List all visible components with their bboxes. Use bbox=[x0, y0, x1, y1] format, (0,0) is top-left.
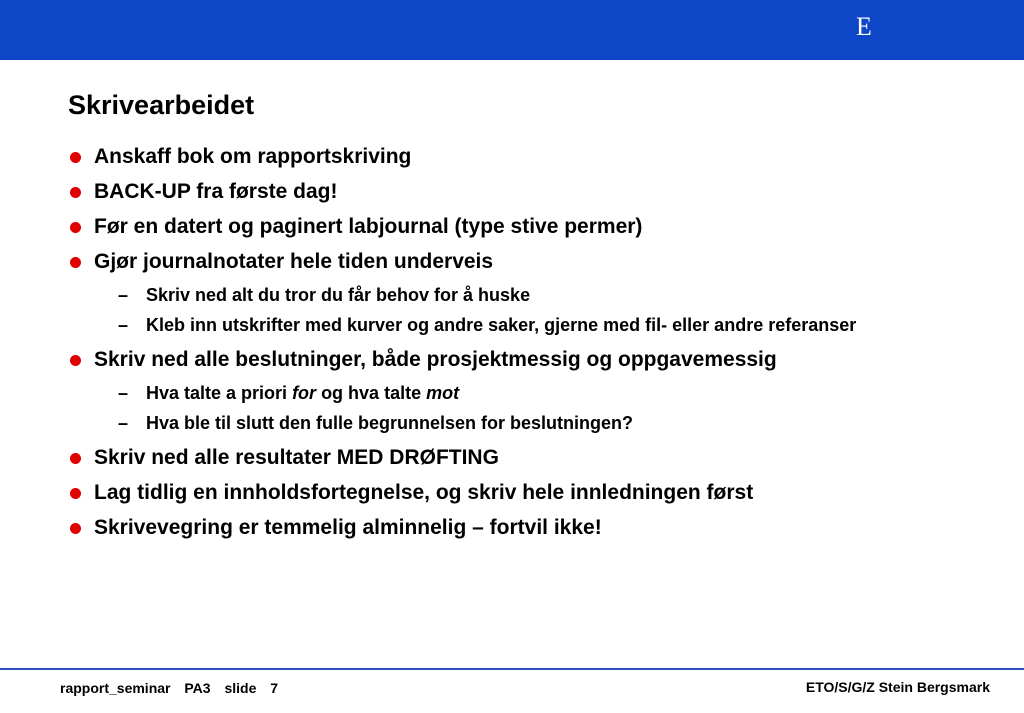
bullet-dot-icon bbox=[70, 257, 81, 268]
footer-divider bbox=[0, 668, 1024, 670]
bullet-text: Skriv ned alle resultater MED DRØFTING bbox=[94, 446, 499, 469]
dash-icon: – bbox=[118, 315, 129, 335]
bullet-text: BACK-UP fra første dag! bbox=[94, 180, 338, 203]
bullet-item bbox=[68, 446, 968, 470]
bullet-text: Skrivevegring er temmelig alminnelig – fortvil ikke! bbox=[94, 516, 602, 539]
header-bar bbox=[0, 0, 1024, 60]
bullet-text: Anskaff bok om rapportskriving bbox=[94, 145, 412, 168]
dash-icon: – bbox=[118, 383, 129, 403]
logo: E bbox=[856, 12, 872, 41]
bullet-text: Før en datert og paginert labjournal (type stive permer) bbox=[94, 215, 643, 238]
bullet-item bbox=[68, 516, 968, 540]
sub-bullet-item bbox=[68, 283, 968, 307]
footer-filename: rapport_seminar bbox=[60, 680, 171, 696]
bullet-dot-icon bbox=[70, 152, 81, 163]
bullet-item bbox=[68, 180, 968, 204]
bullet-text: Gjør journalnotater hele tiden underveis bbox=[94, 250, 494, 273]
dash-icon: – bbox=[118, 413, 129, 433]
sub-bullet-item bbox=[68, 313, 968, 337]
sub-bullet-text: Kleb inn utskrifter med kurver og andre saker, gjerne med fil- eller andre referanser bbox=[146, 315, 857, 335]
bullet-dot-icon bbox=[70, 222, 81, 233]
bullet-text: Lag tidlig en innholdsfortegnelse, og skriv hele innledningen først bbox=[94, 481, 754, 504]
sub-bullet-item bbox=[68, 381, 968, 405]
sub-bullet-text: og hva talte bbox=[316, 383, 427, 403]
bullet-dot-icon bbox=[70, 453, 81, 464]
dash-icon: – bbox=[118, 285, 129, 305]
footer-slide-label: slide bbox=[224, 680, 257, 696]
sub-bullet-item bbox=[68, 411, 968, 435]
bullet-dot-icon bbox=[70, 187, 81, 198]
sub-bullet-text: Skriv ned alt du tror du får behov for å huske bbox=[146, 285, 531, 305]
sub-bullet-text: Hva talte a priori bbox=[146, 383, 293, 403]
bullet-item bbox=[68, 215, 968, 239]
bullet-item bbox=[68, 250, 968, 274]
bullet-item bbox=[68, 348, 968, 372]
emphasis-text: mot bbox=[426, 383, 460, 403]
slide-body bbox=[68, 145, 968, 551]
footer-author: ETO/S/G/Z Stein Bergsmark bbox=[805, 679, 990, 695]
bullet-item bbox=[68, 481, 968, 505]
bullet-item bbox=[68, 145, 968, 169]
sub-bullet-text: Hva ble til slutt den fulle begrunnelsen for beslutningen? bbox=[146, 413, 634, 433]
footer-left bbox=[60, 680, 288, 696]
bullet-text: Skriv ned alle beslutninger, både prosjektmessig og oppgavemessig bbox=[94, 348, 777, 371]
bullet-dot-icon bbox=[70, 488, 81, 499]
bullet-dot-icon bbox=[70, 355, 81, 366]
bullet-dot-icon bbox=[70, 523, 81, 534]
slide-title: Skrivearbeidet bbox=[68, 90, 255, 120]
footer-slide-number: 7 bbox=[270, 680, 279, 696]
footer-section: PA3 bbox=[184, 680, 211, 696]
emphasis-text: for bbox=[292, 383, 317, 403]
